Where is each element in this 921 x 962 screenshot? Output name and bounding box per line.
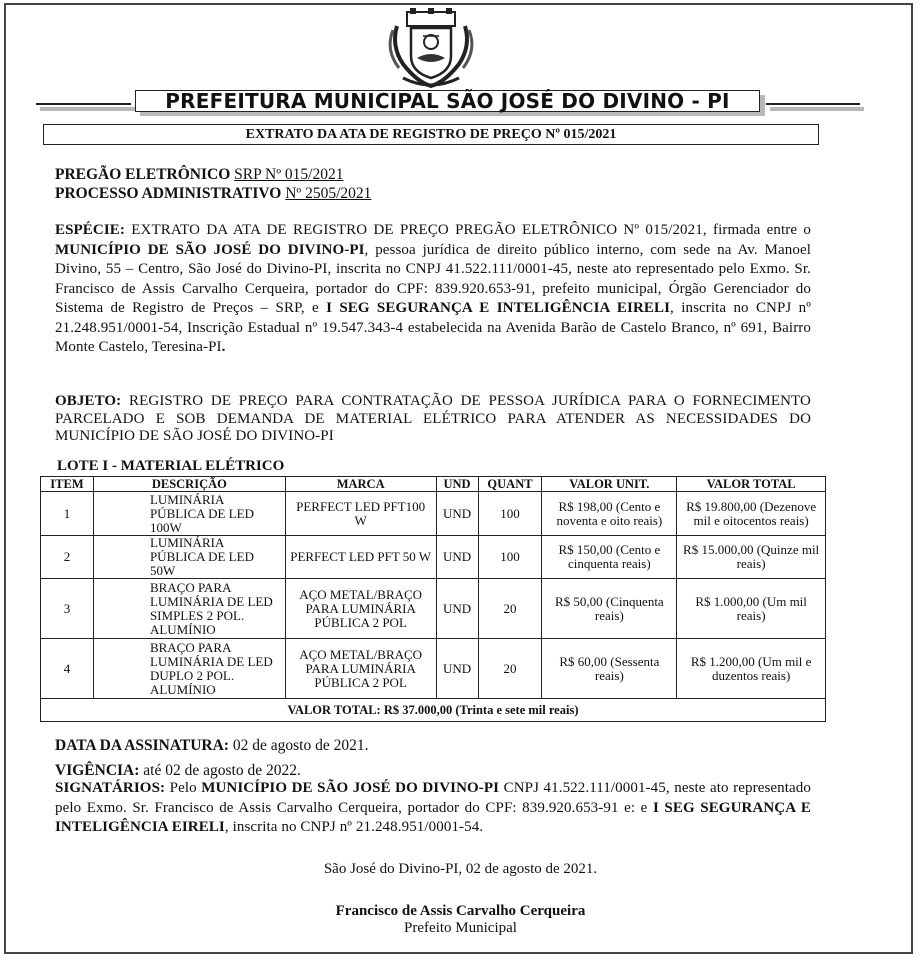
signatory-title: Prefeito Municipal xyxy=(404,920,517,936)
objeto-label: OBJETO: xyxy=(55,393,122,409)
especie-text-3: , inscrita no CNPJ nº 21.248.951/0001-54, Inscrição Estadual nº 19.547.343-4 estabelecida na Avenida Barão de Castelo Branco, nº 691, Bairro Monte Castelo, Teresina-PI xyxy=(55,300,812,355)
table-row xyxy=(41,639,826,699)
pregao-label: PREGÃO ELETRÔNICO xyxy=(55,166,231,183)
cell-quant: 20 xyxy=(478,579,542,639)
table-row xyxy=(41,492,826,536)
local-data: São José do Divino-PI, 02 de agosto de 2021. xyxy=(323,861,598,877)
objeto-text: REGISTRO DE PREÇO PARA CONTRATAÇÃO DE PESSOA JURÍDICA PARA O FORNECIMENTO PARCELADO E SOB DEMANDA DE MATERIAL ELÉTRICO PARA ATENDER AS NECESSIDADES DO MUNICÍPIO DE SÃO JOSÉ DO DIVINO-PI xyxy=(55,393,811,444)
cell-marca: PERFECT LED PFT 50 W xyxy=(285,536,436,579)
extrato-title: EXTRATO DA ATA DE REGISTRO DE PREÇO Nº 015/2021 xyxy=(43,124,819,145)
vigencia-value: até 02 de agosto de 2022. xyxy=(143,762,301,779)
header-item: ITEM xyxy=(41,477,94,492)
cell-quant: 20 xyxy=(478,639,542,699)
table-header-row xyxy=(41,477,826,492)
especie-municipio: MUNICÍPIO DE SÃO JOSÉ DO DIVINO-PI xyxy=(55,241,365,258)
header-marca: MARCA xyxy=(285,477,436,492)
signatarios-empresa: I SEG SEGURANÇA E INTELIGÊNCIA EIRELI xyxy=(55,799,811,835)
table-total-row xyxy=(41,699,826,722)
processo-value: Nº 2505/2021 xyxy=(285,185,372,202)
cell-descricao: BRAÇO PARA LUMINÁRIA DE LED SIMPLES 2 POL. ALUMÍNIO xyxy=(93,579,285,639)
objeto-paragraph xyxy=(55,393,811,446)
cell-valor-unit: R$ 150,00 (Cento e cinquenta reais) xyxy=(542,536,677,579)
cell-quant: 100 xyxy=(478,492,542,536)
cell-valor-unit: R$ 198,00 (Cento e noventa e oito reais) xyxy=(542,492,677,536)
header-quant: QUANT xyxy=(478,477,542,492)
cell-item: 1 xyxy=(41,492,94,536)
vigencia-line xyxy=(55,762,301,780)
signatory-name: Francisco de Assis Carvalho Cerqueira xyxy=(335,903,586,919)
cell-quant: 100 xyxy=(478,536,542,579)
especie-period: . xyxy=(221,339,226,355)
cell-item: 3 xyxy=(41,579,94,639)
processo-line xyxy=(55,185,371,203)
processo-label: PROCESSO ADMINISTRATIVO xyxy=(55,185,282,202)
cell-item: 2 xyxy=(41,536,94,579)
cell-item: 4 xyxy=(41,639,94,699)
title-rule-right-shadow xyxy=(770,107,864,111)
especie-label: ESPÉCIE: xyxy=(55,222,125,238)
cell-und: UND xyxy=(436,579,478,639)
lote-title: LOTE I - MATERIAL ELÉTRICO xyxy=(57,458,285,474)
title-rule-left xyxy=(36,103,131,105)
especie-paragraph xyxy=(55,221,811,358)
especie-empresa: I SEG SEGURANÇA E INTELIGÊNCIA EIRELI xyxy=(326,300,671,316)
pregao-line xyxy=(55,166,343,184)
header-descricao: DESCRIÇÃO xyxy=(93,477,285,492)
header-valor-total: VALOR TOTAL xyxy=(677,477,826,492)
signatarios-paragraph xyxy=(55,779,811,838)
table-row xyxy=(41,579,826,639)
cell-marca: PERFECT LED PFT100 W xyxy=(285,492,436,536)
cell-valor-unit: R$ 50,00 (Cinquenta reais) xyxy=(542,579,677,639)
cell-valor-total: R$ 1.200,00 (Um mil e duzentos reais) xyxy=(677,639,826,699)
especie-text-2: , pessoa jurídica de direito público interno, com sede na Av. Manoel Divino, 55 – Centro, São José do Divino-PI, inscrita no CNPJ 41.522.111/0001-45, neste ato representado pelo Exmo. Sr. Francisco de Assis Carvalho Cerqueira, portador do CPF: 839.920.653-91, prefeito municipal, Órgão Gerenciador do Sistema de Registro de Preços – SRP, e xyxy=(55,241,811,316)
title-rule-right xyxy=(766,103,860,105)
data-assinatura-value: 02 de agosto de 2021. xyxy=(232,737,369,754)
header-und: UND xyxy=(436,477,478,492)
cell-und: UND xyxy=(436,536,478,579)
items-table xyxy=(40,476,826,722)
cell-marca: AÇO METAL/BRAÇO PARA LUMINÁRIA PÚBLICA 2 POL xyxy=(285,579,436,639)
signatarios-municipio: MUNICÍPIO DE SÃO JOSÉ DO DIVINO-PI xyxy=(201,780,500,796)
signatarios-text-2: CNPJ 41.522.111/0001-45, neste ato representado pelo Exmo. Sr. Francisco de Assis Carvalho Cerqueira, portador do CPF: 839.920.653-91 e: e xyxy=(55,780,811,816)
data-assinatura-label: DATA DA ASSINATURA: xyxy=(55,737,229,754)
cell-marca: AÇO METAL/BRAÇO PARA LUMINÁRIA PÚBLICA 2 POL xyxy=(285,639,436,699)
cell-valor-total: R$ 15.000,00 (Quinze mil reais) xyxy=(677,536,826,579)
cell-und: UND xyxy=(436,492,478,536)
page-title-wrap xyxy=(135,90,765,114)
cell-descricao: LUMINÁRIA PÚBLICA DE LED 50W xyxy=(93,536,285,579)
cell-valor-total: R$ 1.000,00 (Um mil reais) xyxy=(677,579,826,639)
pregao-value: SRP Nº 015/2021 xyxy=(234,166,344,183)
signatarios-text-3: , inscrita no CNPJ nº 21.248.951/0001-54. xyxy=(224,819,484,835)
especie-text-1: EXTRATO DA ATA DE REGISTRO DE PREÇO PREGÃO ELETRÔNICO Nº 015/2021, firmada entre o xyxy=(131,222,811,238)
data-assinatura-line xyxy=(55,737,368,755)
title-rule-left-shadow xyxy=(40,107,135,111)
cell-valor-unit: R$ 60,00 (Sessenta reais) xyxy=(542,639,677,699)
signatarios-label: SIGNATÁRIOS: xyxy=(55,780,166,796)
signatarios-text-1: Pelo xyxy=(169,780,197,796)
page-title: PREFEITURA MUNICIPAL SÃO JOSÉ DO DIVINO - PI xyxy=(135,90,760,112)
cell-und: UND xyxy=(436,639,478,699)
municipal-coat-of-arms-icon xyxy=(383,6,479,90)
cell-valor-total: R$ 19.800,00 (Dezenove mil e oitocentos reais) xyxy=(677,492,826,536)
valor-total: VALOR TOTAL: R$ 37.000,00 (Trinta e sete mil reais) xyxy=(41,699,826,722)
cell-descricao: LUMINÁRIA PÚBLICA DE LED 100W xyxy=(93,492,285,536)
vigencia-label: VIGÊNCIA: xyxy=(55,762,140,779)
header-valor-unit: VALOR UNIT. xyxy=(542,477,677,492)
table-row xyxy=(41,536,826,579)
cell-descricao: BRAÇO PARA LUMINÁRIA DE LED DUPLO 2 POL. ALUMÍNIO xyxy=(93,639,285,699)
